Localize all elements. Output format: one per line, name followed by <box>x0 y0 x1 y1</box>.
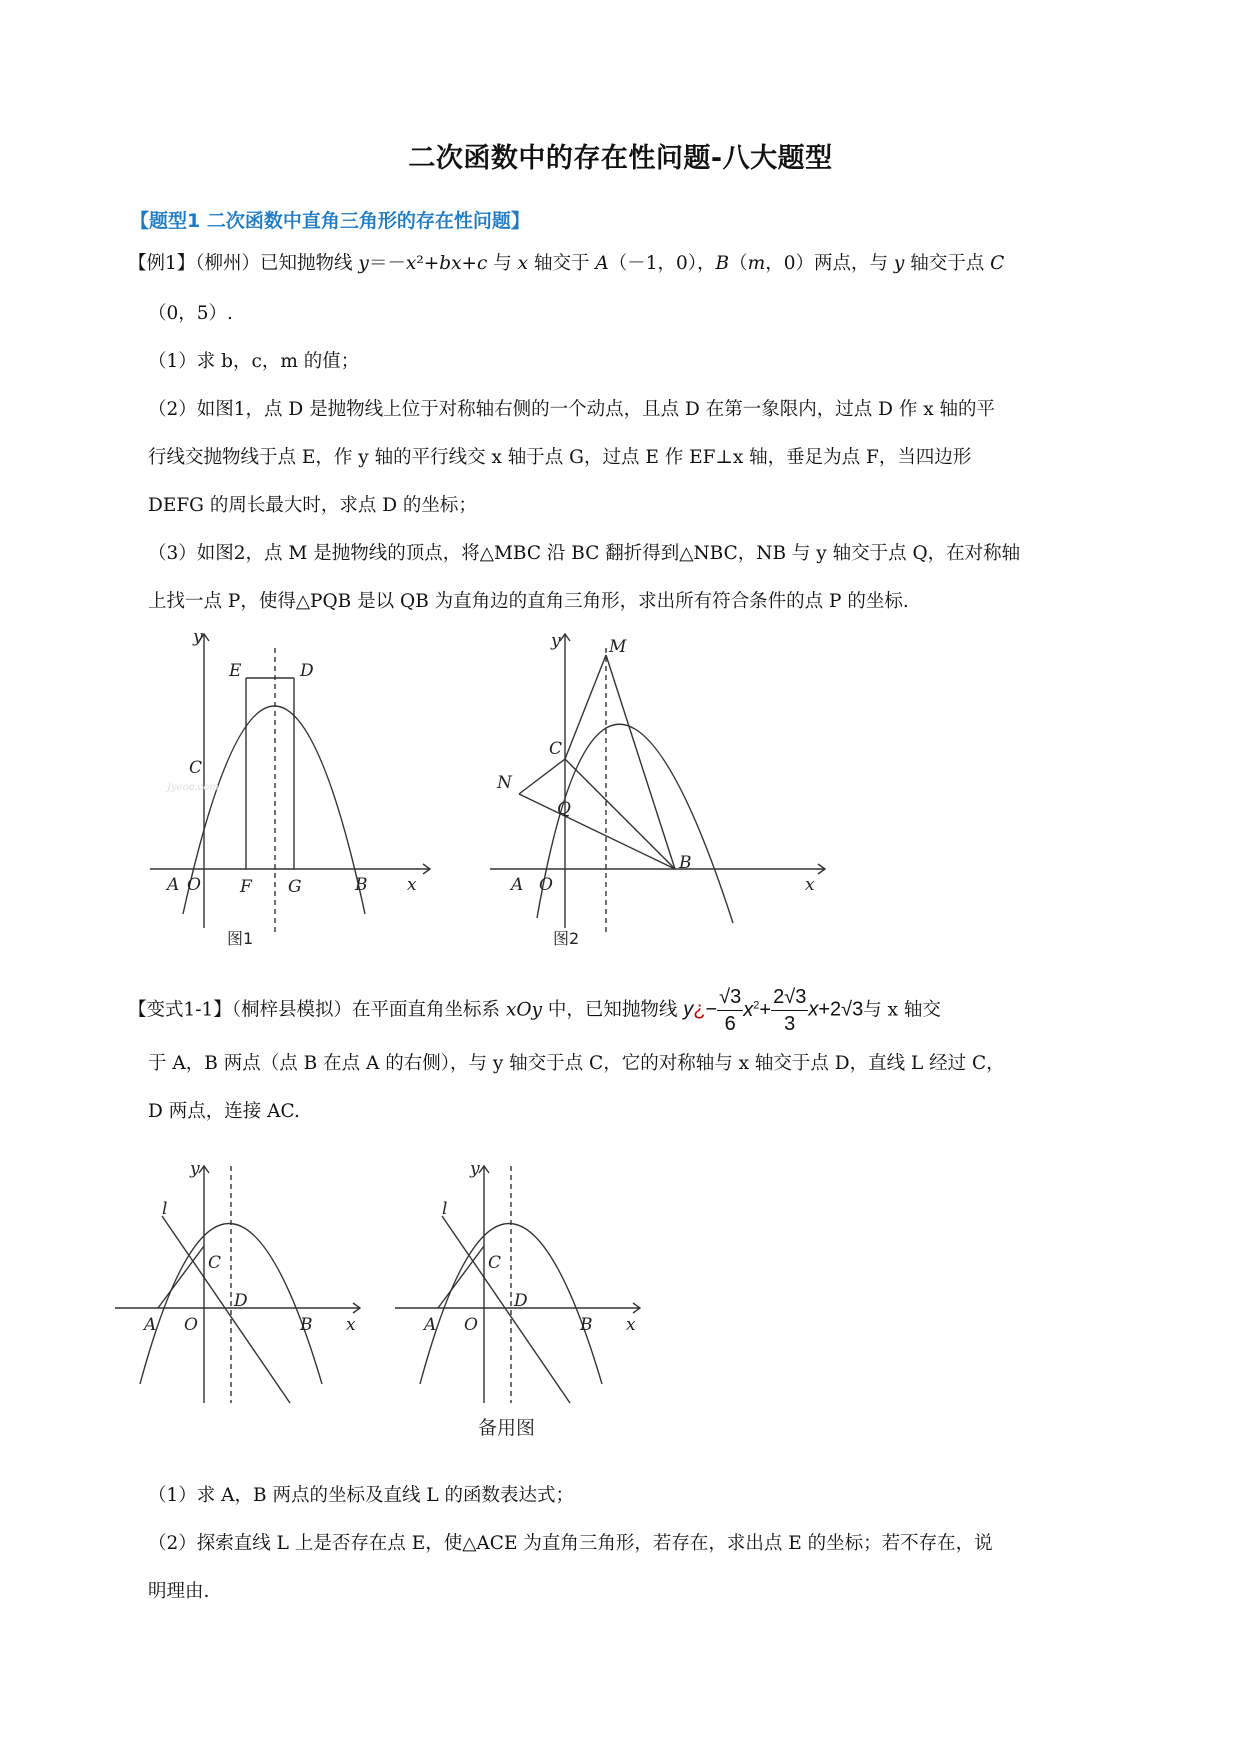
label-B: B <box>355 875 368 895</box>
label-A: A <box>424 1315 437 1335</box>
line-AC <box>158 1246 204 1308</box>
label-F: F <box>240 877 252 897</box>
figure-2-caption: 图2 <box>553 929 580 948</box>
example1-question2-line1: （2）如图1，点 D 是抛物线上位于对称轴右侧的一个动点，且点 D 在第一象限内，过点 D 作 x 轴的平 <box>148 399 996 420</box>
label-M: M <box>609 637 627 657</box>
label-A: A <box>144 1315 157 1335</box>
figure-4-caption: 备用图 <box>478 1417 536 1439</box>
example1-line2: （0，5）. <box>148 303 233 324</box>
example1-question1: （1）求 b，c，m 的值； <box>148 351 360 372</box>
label-N: N <box>497 773 512 793</box>
label-C: C <box>189 758 203 778</box>
variant1-line1: 【变式1-1】（桐梓县模拟）在平面直角坐标系 xOy 中，已知抛物线 y¿− $\frac{√3}{6}$ $x^2+$ $\frac{2√3}{3}$ x+2√3与 x 轴交 <box>128 986 941 1035</box>
label-l: l <box>442 1199 448 1219</box>
label-B: B <box>580 1315 593 1335</box>
label-C: C <box>488 1253 502 1273</box>
label-B: B <box>679 853 692 873</box>
figure-1 <box>145 628 445 948</box>
example1-question2-line2: 行线交抛物线于点 E，作 y 轴的平行线交 x 轴于点 G，过点 E 作 EF⊥x 轴，垂足为点 F，当四边形 <box>148 447 972 468</box>
example1-line1: 【例1】（柳州）已知抛物线 y＝－x²+bx+c 与 x 轴交于 A（－1，0），B（m，0）两点，与 y 轴交于点 C <box>128 253 1005 274</box>
figure-3 <box>110 1158 370 1408</box>
line-NB <box>519 794 675 869</box>
figure-2 <box>485 628 845 948</box>
label-y: y <box>193 628 203 647</box>
section-heading: 【题型1 二次函数中直角三角形的存在性问题】 <box>130 210 530 232</box>
variant1-question1: （1）求 A，B 两点的坐标及直线 L 的函数表达式； <box>148 1485 575 1506</box>
label-l: l <box>162 1199 168 1219</box>
label-B: B <box>300 1315 313 1335</box>
label-A: A <box>167 875 180 895</box>
label-O: O <box>184 1315 198 1335</box>
label-E: E <box>229 661 242 681</box>
example1-question3-line1: （3）如图2，点 M 是抛物线的顶点，将△MBC 沿 BC 翻折得到△NBC，NB 与 y 轴交于点 Q，在对称轴 <box>148 543 1021 564</box>
label-D: D <box>300 661 314 681</box>
variant1-question2-line2: 明理由. <box>148 1581 210 1602</box>
page-title: 二次函数中的存在性问题-八大题型 <box>408 143 833 174</box>
line-l <box>442 1216 570 1403</box>
label-y: y <box>551 631 561 651</box>
line-CB <box>565 759 675 869</box>
fraction-sqrt3-over-6: $\frac{√3}{6}$ <box>719 986 742 1035</box>
line-MC <box>565 655 606 759</box>
label-C: C <box>208 1253 222 1273</box>
label-x: x <box>626 1315 636 1335</box>
line-AC <box>438 1246 484 1308</box>
label-D: D <box>234 1291 248 1311</box>
label-y: y <box>470 1159 480 1179</box>
variant1-line2: 于 A，B 两点（点 B 在点 A 的右侧），与 y 轴交于点 C，它的对称轴与 x 轴交于点 D，直线 L 经过 C， <box>148 1053 1005 1074</box>
label-A: A <box>511 875 524 895</box>
label-O: O <box>539 875 553 895</box>
example1-question2-line3: DEFG 的周长最大时，求点 D 的坐标； <box>148 495 477 516</box>
line-NC <box>519 759 565 794</box>
fraction-2sqrt3-over-3: $\frac{2√3}{3}$ <box>773 986 807 1035</box>
figure-4 <box>390 1158 650 1448</box>
label-D: D <box>514 1291 528 1311</box>
variant1-line3: D 两点，连接 AC. <box>148 1101 300 1122</box>
example1-question3-line2: 上找一点 P，使得△PQB 是以 QB 为直角边的直角三角形，求出所有符合条件的点 P 的坐标. <box>148 591 909 612</box>
label-x: x <box>407 875 417 895</box>
figure-1-caption: 图1 <box>227 929 254 948</box>
parabola <box>183 706 365 914</box>
label-G: G <box>288 877 302 897</box>
watermark: Jyeoo.com <box>167 782 219 793</box>
label-O: O <box>187 875 201 895</box>
label-x: x <box>346 1315 356 1335</box>
line-l <box>162 1216 290 1403</box>
label-O: O <box>464 1315 478 1335</box>
label-x: x <box>805 875 815 895</box>
label-Q: Q <box>557 799 571 819</box>
label-y: y <box>190 1159 200 1179</box>
label-C: C <box>549 739 563 759</box>
variant1-question2-line1: （2）探索直线 L 上是否存在点 E，使△ACE 为直角三角形，若存在，求出点 E 的坐标；若不存在，说 <box>148 1533 993 1554</box>
